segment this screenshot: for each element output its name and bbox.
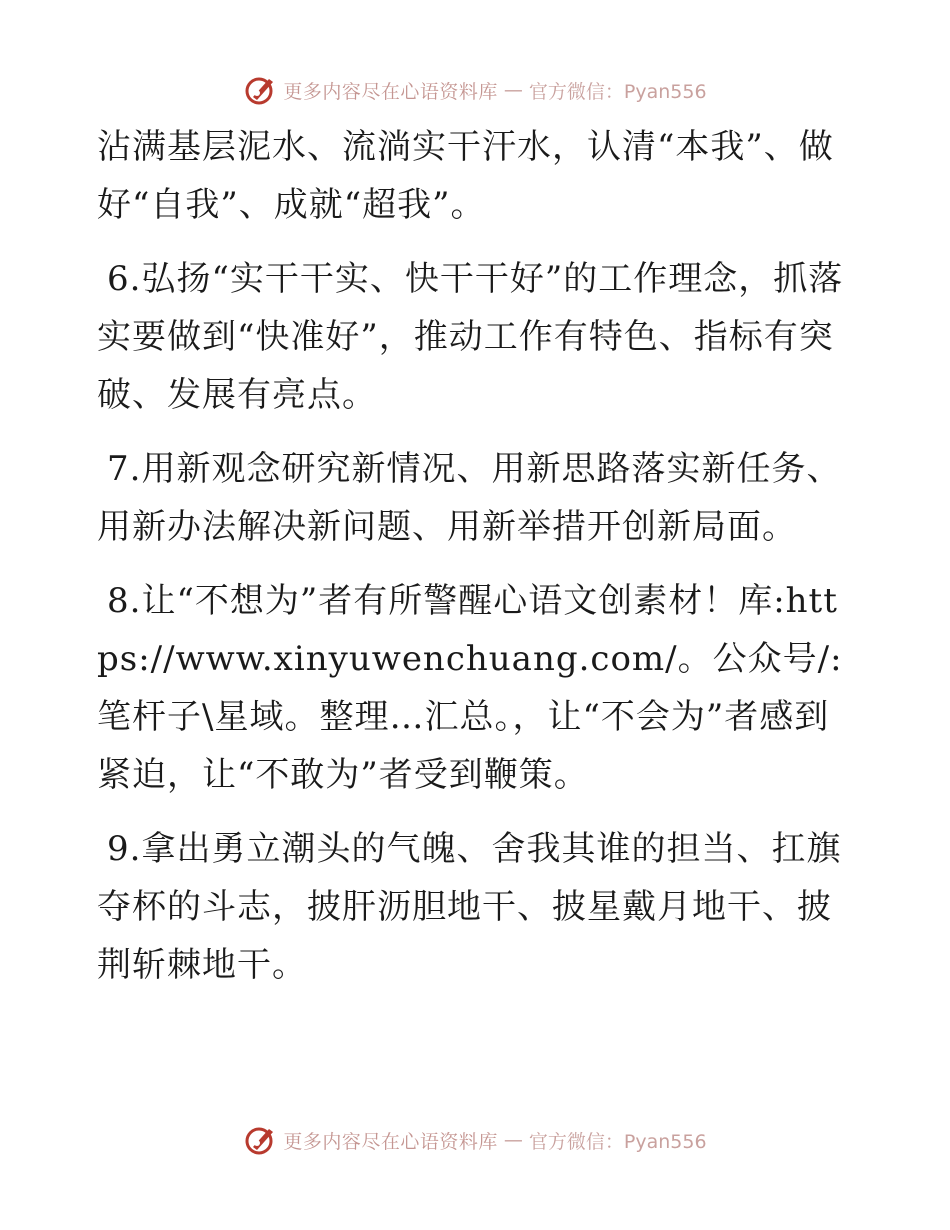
banner-wechat-text: 官方微信：Pyan556: [528, 1130, 707, 1153]
document-body: [97, 118, 857, 1010]
banner-separator: —: [503, 1129, 523, 1151]
footer-watermark: [0, 1122, 950, 1158]
banner-main-text: 更多内容尽在心语资料库: [283, 80, 498, 103]
pen-logo-icon: [243, 73, 277, 107]
banner-main-text: 更多内容尽在心语资料库: [283, 1130, 498, 1153]
header-watermark: [0, 72, 950, 108]
paragraph-item-9: 9.拿出勇立潮头的气魄、舍我其谁的担当、扛旗夺杯的斗志，披肝沥胆地干、披星戴月地干、披荆斩棘地干。: [97, 829, 842, 985]
banner-separator: —: [503, 79, 523, 101]
paragraph-continuation: 沾满基层泥水、流淌实干汗水，认清“本我”、做好“自我”、成就“超我”。: [97, 127, 834, 225]
banner-wechat-text: 官方微信：Pyan556: [528, 80, 707, 103]
paragraph-item-8: 8.让“不想为”者有所警醒心语文创素材！库:https://www.xinyuwenchuang.com/。公众号/: 笔杆子\星域。整理…汇总。，让“不会为”者感到紧迫，让“不敢为”者受到鞭策。: [97, 581, 843, 795]
paragraph-item-6: 6.弘扬“实干干实、快干干好”的工作理念，抓落实要做到“快准好”，推动工作有特色、指标有突破、发展有亮点。: [97, 259, 844, 415]
pen-logo-icon: [243, 1123, 277, 1157]
paragraph-item-7: 7.用新观念研究新情况、用新思路落实新任务、用新办法解决新问题、用新举措开创新局面。: [97, 449, 842, 547]
